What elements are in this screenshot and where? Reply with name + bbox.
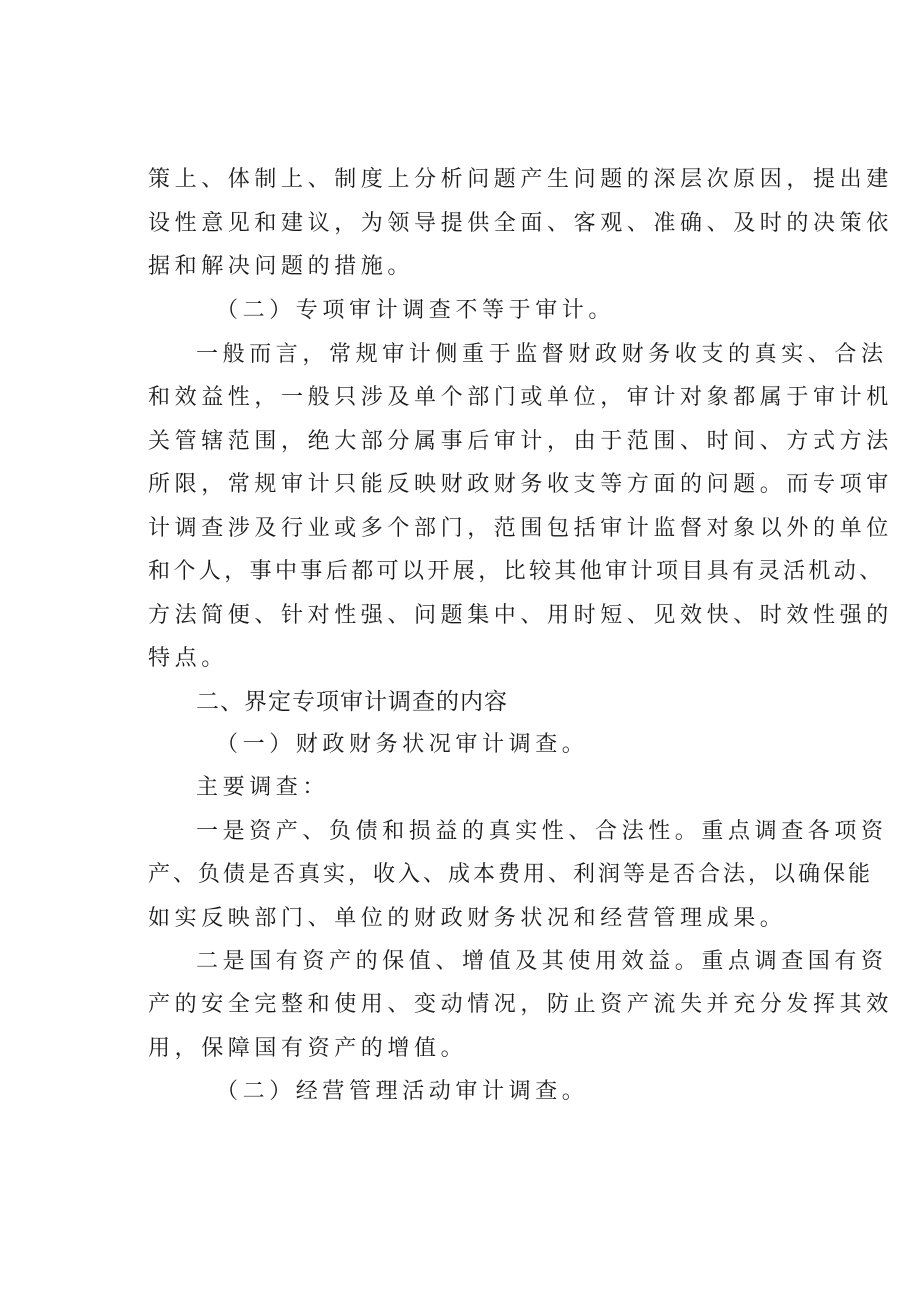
body-text-line: 计调查涉及行业或多个部门，范围包括审计监督对象以外的单位 bbox=[148, 516, 893, 541]
body-text-line: 方法简便、针对性强、问题集中、用时短、见效快、时效性强的 bbox=[148, 603, 893, 628]
body-text-line: 关管辖范围，绝大部分属事后审计，由于范围、时间、方式方法 bbox=[148, 429, 893, 454]
body-text-line: 据和解决问题的措施。 bbox=[148, 254, 415, 279]
body-text-line: 策上、体制上、制度上分析问题产生问题的深层次原因，提出建 bbox=[148, 167, 893, 192]
paragraph-first-line: 一般而言，常规审计侧重于监督财政财务收支的真实、合法 bbox=[196, 342, 888, 367]
section-subheading: （二）专项审计调查不等于审计。 bbox=[216, 298, 616, 323]
body-text-line: 所限，常规审计只能反映财政财务收支等方面的问题。而专项审 bbox=[148, 472, 893, 497]
body-text-line: 特点。 bbox=[148, 646, 228, 671]
body-text-line: 设性意见和建议，为领导提供全面、客观、准确、及时的决策依 bbox=[148, 211, 893, 236]
body-text-line: 如实反映部门、单位的财政财务状况和经营管理成果。 bbox=[148, 906, 787, 931]
section-heading: 二、界定专项审计调查的内容 bbox=[196, 689, 508, 715]
body-text-line: 产、负债是否真实，收入、成本费用、利润等是否合法，以确保能 bbox=[148, 862, 874, 887]
body-text-line: 和效益性，一般只涉及单个部门或单位，审计对象都属于审计机 bbox=[148, 385, 893, 410]
paragraph-first-line: 一是资产、负债和损益的真实性、合法性。重点调查各项资 bbox=[196, 819, 888, 844]
section-subheading: （一）财政财务状况审计调查。 bbox=[216, 732, 589, 757]
section-subheading: （二）经营管理活动审计调查。 bbox=[216, 1079, 589, 1104]
paragraph-first-line: 二是国有资产的保值、增值及其使用效益。重点调查国有资 bbox=[196, 949, 888, 974]
body-text-line: 产的安全完整和使用、变动情况，防止资产流失并充分发挥其效 bbox=[148, 992, 893, 1017]
paragraph-first-line: 主要调查： bbox=[196, 775, 330, 800]
body-text-line: 和个人，事中事后都可以开展，比较其他审计项目具有灵活机动、 bbox=[148, 559, 885, 584]
body-text-line: 用，保障国有资产的增值。 bbox=[148, 1036, 468, 1061]
